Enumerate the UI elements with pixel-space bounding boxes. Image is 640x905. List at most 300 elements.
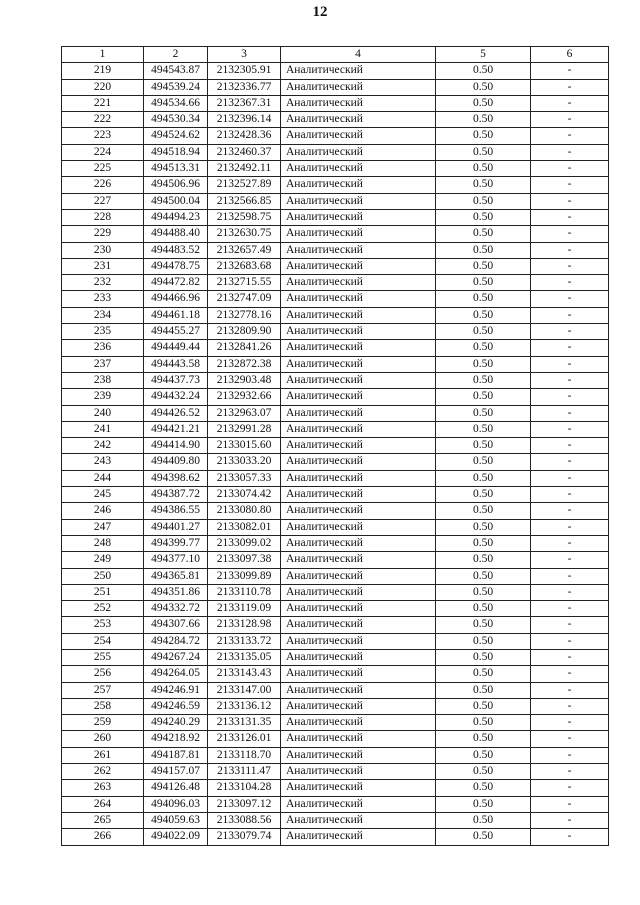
method-cell: Аналитический [281,193,436,209]
method-cell: Аналитический [281,731,436,747]
x-coordinate-cell: 494478.75 [144,258,208,274]
point-number-cell: 233 [62,291,144,307]
y-coordinate-cell: 2132715.55 [208,275,281,291]
table-row [62,112,609,128]
coordinates-table [61,46,609,846]
point-number-cell: 240 [62,405,144,421]
error-cell: 0.50 [436,242,531,258]
table-row [62,503,609,519]
x-coordinate-cell: 494483.52 [144,242,208,258]
x-coordinate-cell: 494432.24 [144,389,208,405]
method-cell: Аналитический [281,715,436,731]
y-coordinate-cell: 2132396.14 [208,112,281,128]
table-row [62,568,609,584]
note-cell: - [531,372,609,388]
error-cell: 0.50 [436,177,531,193]
y-coordinate-cell: 2132683.68 [208,258,281,274]
method-cell: Аналитический [281,209,436,225]
point-number-cell: 229 [62,226,144,242]
table-row [62,79,609,95]
y-coordinate-cell: 2133136.12 [208,698,281,714]
error-cell: 0.50 [436,128,531,144]
method-cell: Аналитический [281,372,436,388]
error-cell: 0.50 [436,405,531,421]
note-cell: - [531,519,609,535]
y-coordinate-cell: 2133110.78 [208,584,281,600]
table-row [62,275,609,291]
x-coordinate-cell: 494461.18 [144,307,208,323]
point-number-cell: 246 [62,503,144,519]
point-number-cell: 241 [62,421,144,437]
y-coordinate-cell: 2133099.89 [208,568,281,584]
method-cell: Аналитический [281,356,436,372]
error-cell: 0.50 [436,829,531,845]
method-cell: Аналитический [281,829,436,845]
y-coordinate-cell: 2133131.35 [208,715,281,731]
y-coordinate-cell: 2133082.01 [208,519,281,535]
error-cell: 0.50 [436,584,531,600]
error-cell: 0.50 [436,324,531,340]
note-cell: - [531,666,609,682]
point-number-cell: 249 [62,552,144,568]
point-number-cell: 248 [62,535,144,551]
point-number-cell: 232 [62,275,144,291]
table-row [62,389,609,405]
x-coordinate-cell: 494218.92 [144,731,208,747]
x-coordinate-cell: 494267.24 [144,649,208,665]
method-cell: Аналитический [281,340,436,356]
x-coordinate-cell: 494022.09 [144,829,208,845]
error-cell: 0.50 [436,715,531,731]
note-cell: - [531,682,609,698]
error-cell: 0.50 [436,747,531,763]
column-header-3: 3 [208,47,281,63]
method-cell: Аналитический [281,649,436,665]
point-number-cell: 260 [62,731,144,747]
table-row [62,617,609,633]
y-coordinate-cell: 2133074.42 [208,487,281,503]
table-row [62,209,609,225]
error-cell: 0.50 [436,617,531,633]
note-cell: - [531,796,609,812]
x-coordinate-cell: 494398.62 [144,470,208,486]
error-cell: 0.50 [436,780,531,796]
point-number-cell: 237 [62,356,144,372]
x-coordinate-cell: 494455.27 [144,324,208,340]
note-cell: - [531,340,609,356]
column-header-5: 5 [436,47,531,63]
note-cell: - [531,715,609,731]
note-cell: - [531,601,609,617]
error-cell: 0.50 [436,389,531,405]
y-coordinate-cell: 2133033.20 [208,454,281,470]
x-coordinate-cell: 494513.31 [144,161,208,177]
point-number-cell: 235 [62,324,144,340]
point-number-cell: 252 [62,601,144,617]
method-cell: Аналитический [281,747,436,763]
error-cell: 0.50 [436,307,531,323]
error-cell: 0.50 [436,340,531,356]
x-coordinate-cell: 494494.23 [144,209,208,225]
method-cell: Аналитический [281,291,436,307]
method-cell: Аналитический [281,144,436,160]
point-number-cell: 266 [62,829,144,845]
table-row [62,405,609,421]
note-cell: - [531,503,609,519]
table-row [62,242,609,258]
x-coordinate-cell: 494421.21 [144,421,208,437]
y-coordinate-cell: 2133057.33 [208,470,281,486]
y-coordinate-cell: 2133128.98 [208,617,281,633]
y-coordinate-cell: 2132963.07 [208,405,281,421]
y-coordinate-cell: 2133097.38 [208,552,281,568]
y-coordinate-cell: 2132991.28 [208,421,281,437]
note-cell: - [531,649,609,665]
point-number-cell: 225 [62,161,144,177]
point-number-cell: 245 [62,487,144,503]
x-coordinate-cell: 494059.63 [144,812,208,828]
method-cell: Аналитический [281,438,436,454]
error-cell: 0.50 [436,95,531,111]
y-coordinate-cell: 2133133.72 [208,633,281,649]
table-row [62,177,609,193]
method-cell: Аналитический [281,324,436,340]
x-coordinate-cell: 494500.04 [144,193,208,209]
error-cell: 0.50 [436,601,531,617]
table-row [62,535,609,551]
table-row [62,324,609,340]
table-row [62,731,609,747]
note-cell: - [531,63,609,79]
note-cell: - [531,470,609,486]
note-cell: - [531,307,609,323]
x-coordinate-cell: 494187.81 [144,747,208,763]
table-row [62,812,609,828]
error-cell: 0.50 [436,633,531,649]
error-cell: 0.50 [436,226,531,242]
point-number-cell: 223 [62,128,144,144]
error-cell: 0.50 [436,519,531,535]
y-coordinate-cell: 2133099.02 [208,535,281,551]
method-cell: Аналитический [281,177,436,193]
point-number-cell: 243 [62,454,144,470]
point-number-cell: 251 [62,584,144,600]
error-cell: 0.50 [436,144,531,160]
y-coordinate-cell: 2132336.77 [208,79,281,95]
table-row [62,649,609,665]
table-row [62,340,609,356]
note-cell: - [531,421,609,437]
x-coordinate-cell: 494246.59 [144,698,208,714]
method-cell: Аналитический [281,95,436,111]
method-cell: Аналитический [281,617,436,633]
y-coordinate-cell: 2132932.66 [208,389,281,405]
method-cell: Аналитический [281,584,436,600]
method-cell: Аналитический [281,389,436,405]
method-cell: Аналитический [281,421,436,437]
point-number-cell: 247 [62,519,144,535]
table-row [62,764,609,780]
point-number-cell: 263 [62,780,144,796]
x-coordinate-cell: 494240.29 [144,715,208,731]
y-coordinate-cell: 2133143.43 [208,666,281,682]
table-row [62,161,609,177]
error-cell: 0.50 [436,552,531,568]
point-number-cell: 220 [62,79,144,95]
table-row [62,666,609,682]
note-cell: - [531,324,609,340]
note-cell: - [531,226,609,242]
point-number-cell: 255 [62,649,144,665]
error-cell: 0.50 [436,193,531,209]
error-cell: 0.50 [436,649,531,665]
error-cell: 0.50 [436,682,531,698]
point-number-cell: 236 [62,340,144,356]
x-coordinate-cell: 494096.03 [144,796,208,812]
x-coordinate-cell: 494401.27 [144,519,208,535]
column-header-6: 6 [531,47,609,63]
method-cell: Аналитический [281,454,436,470]
note-cell: - [531,731,609,747]
x-coordinate-cell: 494543.87 [144,63,208,79]
column-header-4: 4 [281,47,436,63]
y-coordinate-cell: 2132428.36 [208,128,281,144]
y-coordinate-cell: 2132598.75 [208,209,281,225]
method-cell: Аналитический [281,698,436,714]
table-row [62,421,609,437]
error-cell: 0.50 [436,372,531,388]
error-cell: 0.50 [436,731,531,747]
note-cell: - [531,829,609,845]
table-row [62,682,609,698]
x-coordinate-cell: 494518.94 [144,144,208,160]
error-cell: 0.50 [436,796,531,812]
point-number-cell: 226 [62,177,144,193]
page-number: 12 [312,4,328,20]
point-number-cell: 244 [62,470,144,486]
method-cell: Аналитический [281,568,436,584]
point-number-cell: 262 [62,764,144,780]
y-coordinate-cell: 2132841.26 [208,340,281,356]
note-cell: - [531,95,609,111]
note-cell: - [531,405,609,421]
y-coordinate-cell: 2133080.80 [208,503,281,519]
point-number-cell: 230 [62,242,144,258]
error-cell: 0.50 [436,421,531,437]
y-coordinate-cell: 2132872.38 [208,356,281,372]
x-coordinate-cell: 494426.52 [144,405,208,421]
method-cell: Аналитический [281,812,436,828]
y-coordinate-cell: 2132492.11 [208,161,281,177]
table-row [62,258,609,274]
point-number-cell: 224 [62,144,144,160]
table-body [62,63,609,845]
table-row [62,601,609,617]
y-coordinate-cell: 2133015.60 [208,438,281,454]
y-coordinate-cell: 2132566.85 [208,193,281,209]
x-coordinate-cell: 494534.66 [144,95,208,111]
point-number-cell: 221 [62,95,144,111]
x-coordinate-cell: 494365.81 [144,568,208,584]
y-coordinate-cell: 2132367.31 [208,95,281,111]
method-cell: Аналитический [281,405,436,421]
note-cell: - [531,177,609,193]
point-number-cell: 231 [62,258,144,274]
error-cell: 0.50 [436,535,531,551]
x-coordinate-cell: 494449.44 [144,340,208,356]
y-coordinate-cell: 2132903.48 [208,372,281,388]
note-cell: - [531,568,609,584]
method-cell: Аналитический [281,633,436,649]
note-cell: - [531,633,609,649]
point-number-cell: 253 [62,617,144,633]
table-row [62,780,609,796]
method-cell: Аналитический [281,552,436,568]
y-coordinate-cell: 2132747.09 [208,291,281,307]
note-cell: - [531,356,609,372]
y-coordinate-cell: 2132527.89 [208,177,281,193]
method-cell: Аналитический [281,258,436,274]
method-cell: Аналитический [281,242,436,258]
table-row [62,454,609,470]
y-coordinate-cell: 2133079.74 [208,829,281,845]
table-row [62,226,609,242]
point-number-cell: 254 [62,633,144,649]
point-number-cell: 222 [62,112,144,128]
note-cell: - [531,764,609,780]
x-coordinate-cell: 494377.10 [144,552,208,568]
note-cell: - [531,161,609,177]
y-coordinate-cell: 2133135.05 [208,649,281,665]
error-cell: 0.50 [436,258,531,274]
table-row [62,715,609,731]
note-cell: - [531,812,609,828]
table-row [62,487,609,503]
y-coordinate-cell: 2133119.09 [208,601,281,617]
table-row [62,144,609,160]
x-coordinate-cell: 494443.58 [144,356,208,372]
point-number-cell: 264 [62,796,144,812]
method-cell: Аналитический [281,63,436,79]
table-row [62,128,609,144]
table-row [62,796,609,812]
column-header-1: 1 [62,47,144,63]
note-cell: - [531,552,609,568]
table-row [62,747,609,763]
note-cell: - [531,258,609,274]
x-coordinate-cell: 494157.07 [144,764,208,780]
y-coordinate-cell: 2133147.00 [208,682,281,698]
x-coordinate-cell: 494414.90 [144,438,208,454]
x-coordinate-cell: 494466.96 [144,291,208,307]
x-coordinate-cell: 494246.91 [144,682,208,698]
note-cell: - [531,193,609,209]
error-cell: 0.50 [436,470,531,486]
note-cell: - [531,209,609,225]
error-cell: 0.50 [436,79,531,95]
table-header-row [62,47,609,63]
table-row [62,519,609,535]
method-cell: Аналитический [281,503,436,519]
note-cell: - [531,747,609,763]
note-cell: - [531,112,609,128]
x-coordinate-cell: 494126.48 [144,780,208,796]
x-coordinate-cell: 494351.86 [144,584,208,600]
method-cell: Аналитический [281,666,436,682]
error-cell: 0.50 [436,356,531,372]
error-cell: 0.50 [436,291,531,307]
method-cell: Аналитический [281,161,436,177]
table-row [62,698,609,714]
x-coordinate-cell: 494264.05 [144,666,208,682]
point-number-cell: 261 [62,747,144,763]
error-cell: 0.50 [436,568,531,584]
y-coordinate-cell: 2132657.49 [208,242,281,258]
x-coordinate-cell: 494539.24 [144,79,208,95]
method-cell: Аналитический [281,112,436,128]
x-coordinate-cell: 494332.72 [144,601,208,617]
x-coordinate-cell: 494524.62 [144,128,208,144]
point-number-cell: 259 [62,715,144,731]
y-coordinate-cell: 2133118.70 [208,747,281,763]
point-number-cell: 239 [62,389,144,405]
method-cell: Аналитический [281,470,436,486]
y-coordinate-cell: 2132630.75 [208,226,281,242]
y-coordinate-cell: 2133097.12 [208,796,281,812]
note-cell: - [531,389,609,405]
point-number-cell: 242 [62,438,144,454]
method-cell: Аналитический [281,764,436,780]
method-cell: Аналитический [281,275,436,291]
x-coordinate-cell: 494472.82 [144,275,208,291]
table-row [62,633,609,649]
y-coordinate-cell: 2133088.56 [208,812,281,828]
y-coordinate-cell: 2133111.47 [208,764,281,780]
point-number-cell: 257 [62,682,144,698]
note-cell: - [531,275,609,291]
x-coordinate-cell: 494488.40 [144,226,208,242]
note-cell: - [531,291,609,307]
method-cell: Аналитический [281,307,436,323]
table-row [62,307,609,323]
note-cell: - [531,698,609,714]
table-row [62,470,609,486]
error-cell: 0.50 [436,698,531,714]
method-cell: Аналитический [281,796,436,812]
method-cell: Аналитический [281,226,436,242]
x-coordinate-cell: 494399.77 [144,535,208,551]
point-number-cell: 250 [62,568,144,584]
y-coordinate-cell: 2132460.37 [208,144,281,160]
note-cell: - [531,242,609,258]
method-cell: Аналитический [281,128,436,144]
note-cell: - [531,535,609,551]
x-coordinate-cell: 494284.72 [144,633,208,649]
x-coordinate-cell: 494387.72 [144,487,208,503]
x-coordinate-cell: 494530.34 [144,112,208,128]
table-row [62,63,609,79]
note-cell: - [531,617,609,633]
x-coordinate-cell: 494506.96 [144,177,208,193]
table-row [62,552,609,568]
point-number-cell: 258 [62,698,144,714]
table-row [62,291,609,307]
x-coordinate-cell: 494307.66 [144,617,208,633]
y-coordinate-cell: 2132809.90 [208,324,281,340]
point-number-cell: 238 [62,372,144,388]
error-cell: 0.50 [436,503,531,519]
method-cell: Аналитический [281,682,436,698]
